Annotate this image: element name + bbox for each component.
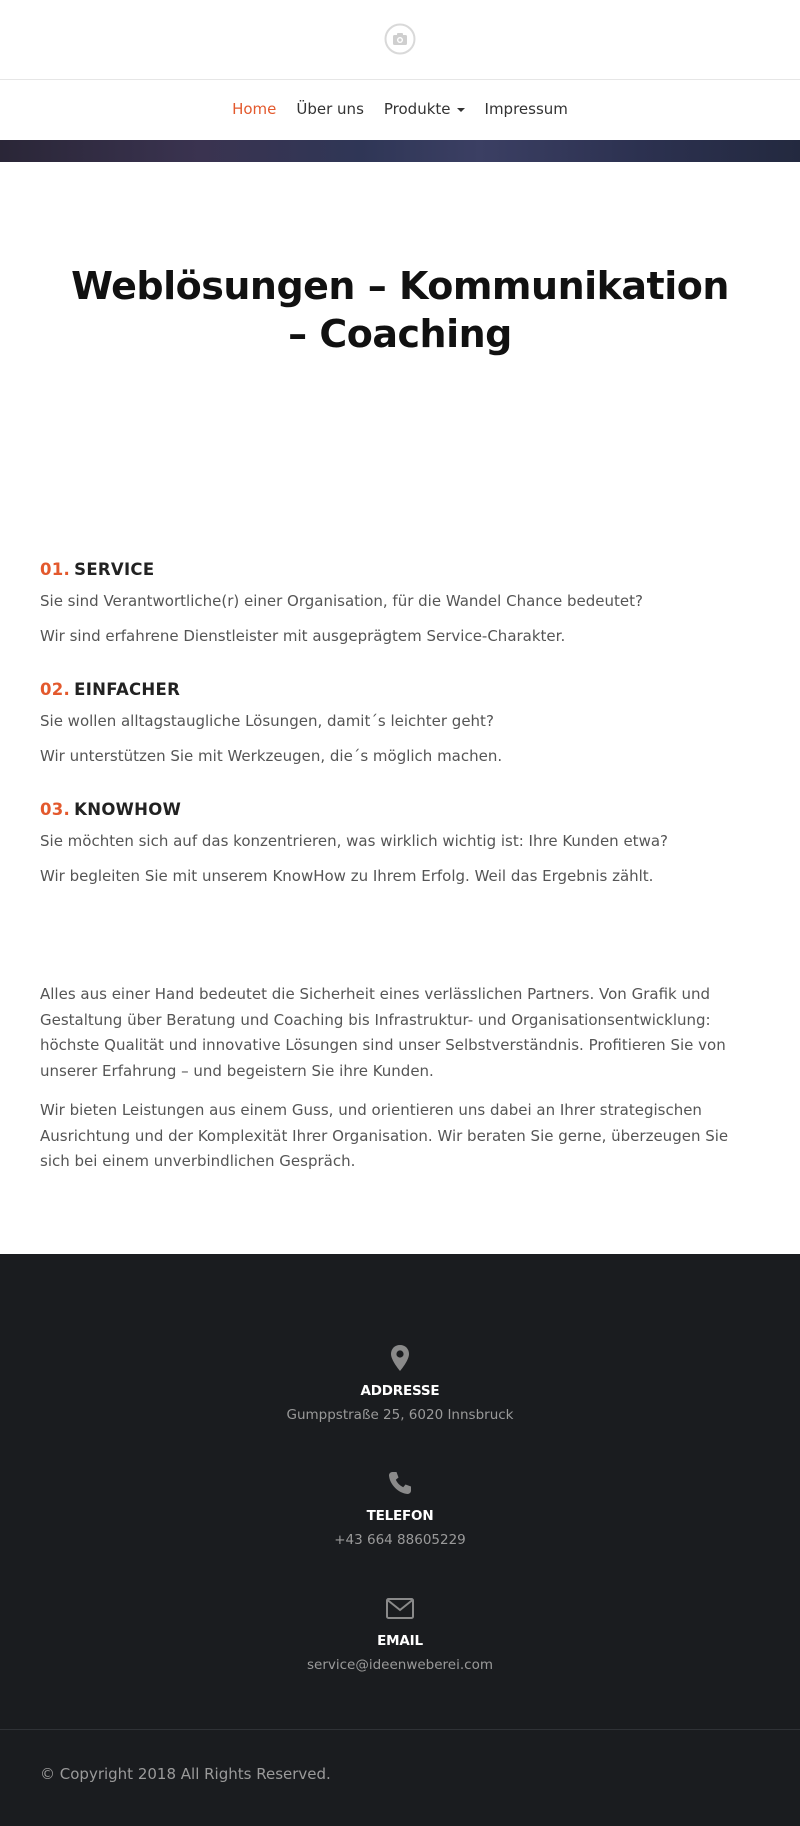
contact-phone (0, 1467, 800, 1550)
feature-number: 02. (40, 680, 71, 699)
about-section (40, 982, 760, 1189)
phone-icon (384, 1467, 416, 1499)
nav-item-home[interactable]: Home (232, 100, 277, 118)
feature-number: 01. (40, 560, 71, 579)
contact-value[interactable]: service@ideenweberei.com (306, 1657, 493, 1673)
feature-text: Wir unterstützen Sie mit Werkzeugen, die´s möglich machen. (40, 747, 503, 765)
map-marker-icon (384, 1342, 416, 1374)
feature-text: Sie sind Verantwortliche(r) einer Organisation, für die Wandel Chance bedeutet? (40, 592, 643, 610)
features-section (40, 556, 760, 916)
feature-text: Sie möchten sich auf das konzentrieren, was wirklich wichtig ist: Ihre Kunden etwa? (40, 832, 668, 850)
envelope-icon (384, 1592, 416, 1624)
page-title: Weblösungen – Kommunikation – Coaching (71, 264, 729, 356)
nav-item-produkte-label: Produkte (383, 100, 451, 118)
feature-text: Sie wollen alltagstaugliche Lösungen, damit´s leichter geht? (40, 712, 494, 730)
nav-item-produkte[interactable] (384, 99, 465, 119)
feature-title: EINFACHER (74, 680, 181, 699)
contact-title: EMAIL (377, 1633, 423, 1649)
footer-divider (0, 1729, 800, 1730)
feature-text: Wir begleiten Sie mit unserem KnowHow zu Ihrem Erfolg. Weil das Ergebnis zählt. (40, 867, 654, 885)
feature-heading (40, 556, 760, 584)
feature-text: Wir sind erfahrene Dienstleister mit ausgeprägtem Service-Charakter. (40, 627, 566, 645)
contact-address (0, 1342, 800, 1425)
feature-einfacher (40, 676, 760, 766)
hero-banner-image (0, 140, 800, 162)
contact-value[interactable]: +43 664 88605229 (334, 1532, 466, 1548)
feature-service (40, 556, 760, 646)
camera-logo-icon[interactable] (384, 23, 416, 55)
about-paragraph: Wir bieten Leistungen aus einem Guss, und orientieren uns dabei an Ihrer strategischen Ausrichtung und der Komplexität Ihrer Organisation. Wir beraten Sie gerne, überzeugen Sie sich bei einem unverbindlichen Gespräch. (40, 1101, 729, 1170)
contact-email (0, 1592, 800, 1675)
feature-title: KNOWHOW (74, 800, 182, 819)
nav-item-ueber-uns[interactable]: Über uns (296, 100, 364, 118)
feature-knowhow (40, 796, 760, 886)
site-footer (0, 1254, 800, 1826)
main-navigation (0, 80, 800, 140)
about-paragraph: Alles aus einer Hand bedeutet die Sicherheit eines verlässlichen Partners. Von Grafik und Gestaltung über Beratung und Coaching bis Infrastruktur- und Organisationsentwicklung: höchste Qualität und innovative Lösungen sind unser Selbstverständnis. Profitieren Sie von unserer Erfahrung – und begeistern Sie ihre Kunden. (40, 985, 726, 1080)
nav-item-impressum[interactable]: Impressum (484, 100, 568, 118)
contact-title: TELEFON (366, 1508, 434, 1524)
feature-heading (40, 676, 760, 704)
caret-down-icon (457, 108, 465, 112)
feature-number: 03. (40, 800, 71, 819)
feature-heading (40, 796, 760, 824)
copyright-text: © Copyright 2018 All Rights Reserved. (40, 1765, 331, 1783)
site-header (0, 0, 800, 80)
contact-title: ADDRESSE (360, 1383, 440, 1399)
feature-title: SERVICE (74, 560, 155, 579)
contact-value: Gumppstraße 25, 6020 Innsbruck (286, 1407, 514, 1423)
